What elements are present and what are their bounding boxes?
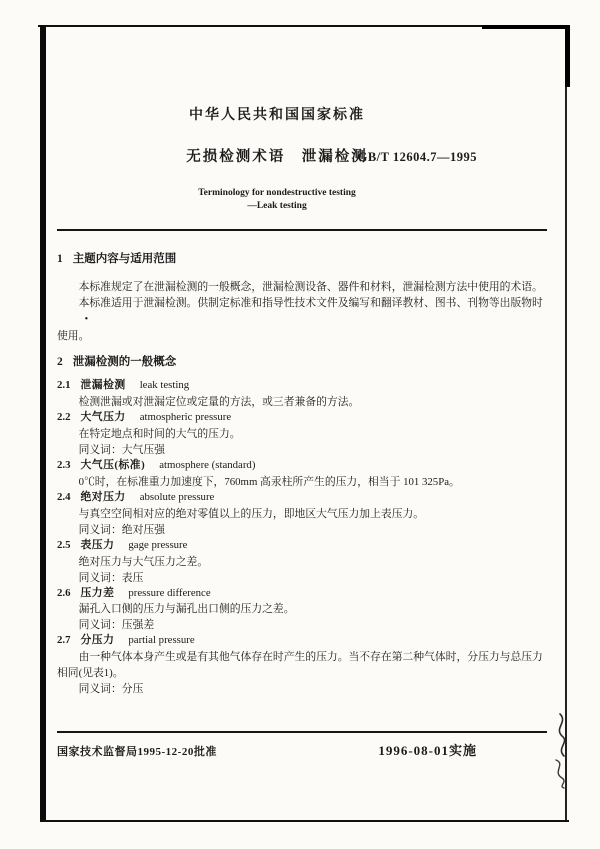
term-entry (57, 490, 547, 538)
term-definition-line: 与真空空间相对应的绝对零值以上的压力，即地区大气压力加上表压力。 (78, 507, 425, 520)
footer-row (57, 740, 547, 759)
term-number: 2.4 (57, 490, 71, 503)
term-definition-line: 由一种气体本身产生或是有其他气体存在时产生的压力。当不存在第二种气体时，分压力与总压力相同(见表1)。 (57, 651, 543, 680)
term-entry (57, 538, 547, 586)
term-entry (57, 410, 547, 458)
scan-border-bottom (40, 820, 569, 822)
standard-number: GB/T 12604.7—1995 (357, 150, 477, 164)
term-heading (57, 458, 547, 474)
term-definition-line: 在特定地点和时间的大气的压力。 (78, 427, 241, 440)
scan-corner-top-right (565, 25, 570, 87)
section-general-concepts (57, 354, 547, 697)
approval-note: 国家技术监督局1995-12-20批准 (57, 746, 217, 758)
term-entry (57, 633, 547, 697)
section1-paragraph2-line2: 使用。 (57, 330, 90, 342)
section1-number: 1 (57, 253, 63, 265)
term-number: 2.3 (57, 458, 71, 471)
term-definition-line: 漏孔入口侧的压力与漏孔出口侧的压力之差。 (78, 603, 295, 616)
document-title-chinese: 无损检测术语 泄漏检测 (186, 149, 368, 165)
term-english: partial pressure (128, 634, 195, 647)
term-chinese: 表压力 (80, 538, 115, 551)
standard-organization: 中华人民共和国国家标准 (189, 108, 365, 123)
term-number: 2.5 (57, 538, 71, 551)
term-definition-line: 同义词：分压 (78, 683, 144, 696)
margin-dot: • (84, 314, 89, 325)
term-heading (57, 410, 547, 426)
section1-heading (57, 251, 547, 267)
term-definition-line: 绝对压力与大气压力之差。 (78, 555, 209, 568)
term-definition-line: 同义词：绝对压强 (78, 523, 165, 536)
effective-date: 1996-08-01实施 (378, 743, 477, 758)
term-chinese: 绝对压力 (80, 490, 126, 503)
header-divider (57, 229, 547, 231)
term-english: absolute pressure (139, 490, 215, 503)
section2-heading (57, 354, 547, 370)
terms-list (57, 378, 547, 697)
term-number: 2.2 (57, 410, 71, 423)
scan-border-right (565, 25, 567, 822)
document-title-english-line2: —Leak testing (247, 201, 307, 211)
term-chinese: 大气压力 (80, 410, 126, 423)
section1-paragraph2-text: 本标准适用于泄漏检测。供制定标准和指导性技术文件及编写和翻译教材、图书、刊物等出版物时 (78, 297, 543, 309)
term-definition-line: 同义词：大气压强 (78, 443, 165, 456)
term-entry (57, 458, 547, 490)
term-english: pressure difference (128, 586, 211, 599)
term-chinese: 大气压(标准) (80, 458, 146, 471)
section2-number: 2 (57, 356, 63, 368)
section1-title: 主题内容与适用范围 (72, 253, 177, 265)
document-title-english-line1: Terminology for nondestructive testing (198, 188, 356, 198)
term-definition-line: 0℃时，在标准重力加速度下，760mm 高汞柱所产生的压力，相当于 101 325Pa。 (78, 475, 460, 488)
term-definition-line: 同义词：表压 (78, 571, 144, 584)
term-definition-line: 检测泄漏或对泄漏定位或定量的方法，或三者兼备的方法。 (78, 395, 360, 408)
footer-divider (57, 731, 547, 733)
document-footer (57, 731, 547, 759)
term-chinese: 泄漏检测 (80, 379, 126, 391)
section1-paragraph2-line1 (57, 295, 547, 328)
term-number: 2.7 (57, 634, 71, 647)
term-chinese: 压力差 (80, 586, 115, 599)
section-scope (57, 251, 547, 344)
term-heading (57, 490, 547, 506)
term-heading (57, 633, 547, 649)
term-english: leak testing (139, 379, 190, 391)
section2-title: 泄漏检测的一般概念 (72, 356, 177, 368)
term-english: atmosphere (standard) (159, 458, 256, 471)
handwritten-mark (546, 710, 576, 790)
document-header (57, 107, 547, 213)
term-english: atmospheric pressure (139, 410, 232, 423)
term-chinese: 分压力 (80, 634, 115, 647)
term-heading (57, 538, 547, 554)
term-english: gage pressure (128, 538, 188, 551)
term-heading (57, 378, 547, 394)
section1-paragraph1: 本标准规定了在泄漏检测的一般概念，泄漏检测设备、器件和材料，泄漏检测方法中使用的术语。 (78, 281, 543, 293)
term-definition-line: 同义词：压强差 (78, 619, 155, 632)
term-heading (57, 586, 547, 602)
term-number: 2.1 (57, 379, 71, 391)
page-content (46, 27, 565, 820)
term-entry (57, 586, 547, 634)
term-entry (57, 378, 547, 410)
term-number: 2.6 (57, 586, 71, 599)
